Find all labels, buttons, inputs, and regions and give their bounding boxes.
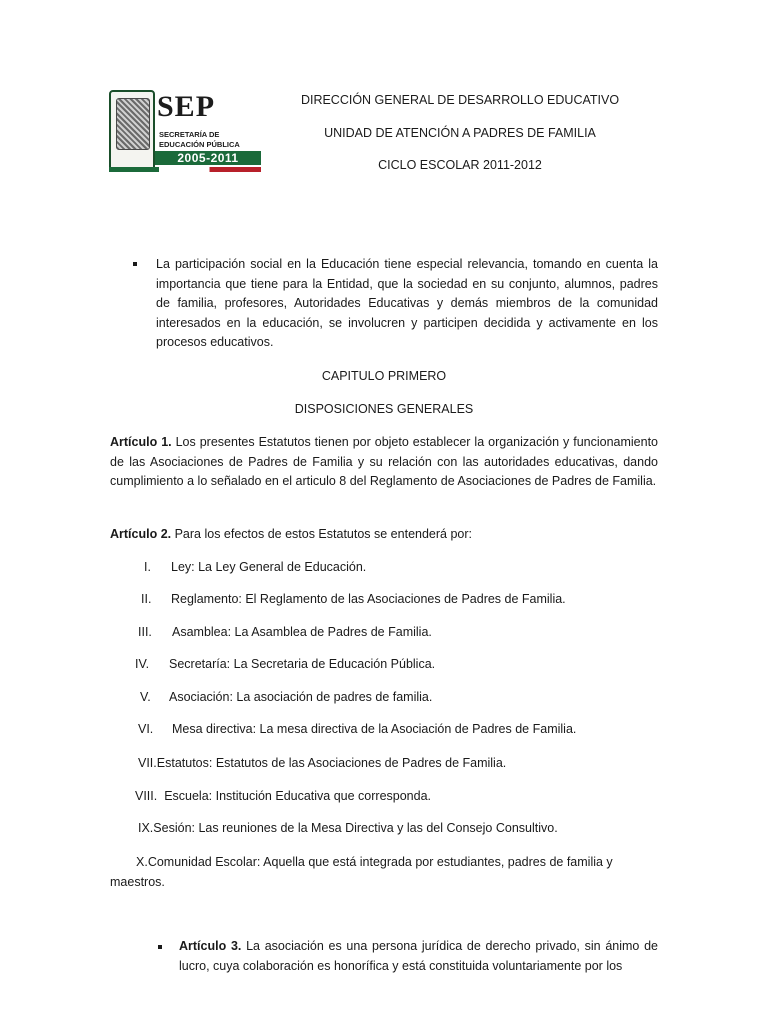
definition-text: Sesión: Las reuniones de la Mesa Directiva y las del Consejo Consultivo. bbox=[153, 821, 558, 835]
item-number: IX. bbox=[138, 821, 154, 835]
definition-text: Ley: La Ley General de Educación. bbox=[171, 560, 367, 574]
item-number: I. bbox=[144, 560, 151, 574]
article-1-label: Artículo 1. bbox=[110, 435, 172, 449]
item-number: IV. bbox=[135, 657, 150, 671]
definition-item bbox=[135, 657, 149, 671]
definition-item bbox=[138, 722, 153, 736]
intro-paragraph: La participación social en la Educación tiene especial relevancia, tomando en cuenta la importancia que tiene para la Entidad, que la sociedad en su conjunto, alumnos, padres de familia, profesores, Autoridades Educativas y demás miembros de la comunidad interesados en la educación, se involucren y participen decidida y activamente en los procesos educativos. bbox=[156, 257, 658, 349]
chapter-heading: CAPITULO PRIMERO bbox=[321, 369, 447, 383]
header-line-1: DIRECCIÓN GENERAL DE DESARROLLO EDUCATIVO bbox=[300, 93, 620, 107]
sep-logo bbox=[109, 90, 261, 172]
article-3 bbox=[179, 937, 658, 976]
definition-text: Asociación: La asociación de padres de familia. bbox=[169, 690, 433, 704]
article-1-text: Los presentes Estatutos tienen por objeto establecer la organización y funcionamiento de las Asociaciones de Padres de Familia y su relación con las autoridades educativas, dando cumplimiento a lo señalado en el articulo 8 del Reglamento de Asociaciones de Padres de Familia. bbox=[110, 435, 658, 488]
definition-item bbox=[138, 625, 152, 639]
article-2 bbox=[110, 525, 658, 545]
bullet-icon bbox=[158, 945, 162, 949]
definition-text: Asamblea: La Asamblea de Padres de Familia. bbox=[172, 625, 432, 639]
article-1 bbox=[110, 433, 658, 492]
item-number: III. bbox=[138, 625, 152, 639]
definition-text: Mesa directiva: La mesa directiva de la Asociación de Padres de Familia. bbox=[172, 722, 577, 736]
item-number: VIII. bbox=[135, 789, 158, 803]
article-3-label: Artículo 3. bbox=[179, 939, 242, 953]
item-number: II. bbox=[141, 592, 152, 606]
header-line-2: UNIDAD DE ATENCIÓN A PADRES DE FAMILIA bbox=[324, 126, 596, 140]
article-3-text: La asociación es una persona jurídica de derecho privado, sin ánimo de lucro, cuya colaboración es honorífica y está constituida voluntariamente por los bbox=[179, 939, 658, 973]
item-number: VI. bbox=[138, 722, 154, 736]
definition-item bbox=[110, 853, 658, 892]
definition-text: Escuela: Institución Educativa que corresponda. bbox=[164, 789, 432, 803]
definition-item bbox=[144, 560, 151, 574]
logo-line-1: SECRETARÍA DE bbox=[159, 130, 220, 139]
section-heading: DISPOSICIONES GENERALES bbox=[294, 402, 474, 416]
definition-text: Estatutos: Estatutos de las Asociaciones de Padres de Familia. bbox=[156, 756, 507, 770]
definition-item bbox=[135, 789, 431, 803]
logo-brand: SEP bbox=[157, 90, 216, 123]
definition-text: Secretaría: La Secretaria de Educación Pública. bbox=[169, 657, 436, 671]
definition-item bbox=[141, 592, 151, 606]
bullet-icon bbox=[133, 262, 137, 266]
flag-stripe bbox=[109, 167, 261, 172]
logo-line-2: EDUCACIÓN PÚBLICA bbox=[159, 140, 240, 149]
article-2-label: Artículo 2. bbox=[110, 527, 172, 541]
item-number: X. bbox=[136, 855, 148, 869]
definition-item bbox=[140, 690, 151, 704]
coat-of-arms-icon bbox=[109, 90, 155, 172]
logo-years: 2005-2011 bbox=[155, 151, 261, 165]
header-line-3: CICLO ESCOLAR 2011-2012 bbox=[378, 158, 542, 172]
item-number: VII. bbox=[138, 756, 157, 770]
item-number: V. bbox=[140, 690, 151, 704]
definition-text: Comunidad Escolar: Aquella que está integrada por estudiantes, padres de familia y maestros. bbox=[110, 855, 613, 889]
article-2-text: Para los efectos de estos Estatutos se entenderá por: bbox=[171, 527, 472, 541]
definition-text: Reglamento: El Reglamento de las Asociaciones de Padres de Familia. bbox=[171, 592, 566, 606]
definition-item bbox=[138, 756, 506, 770]
definition-item bbox=[138, 821, 558, 835]
